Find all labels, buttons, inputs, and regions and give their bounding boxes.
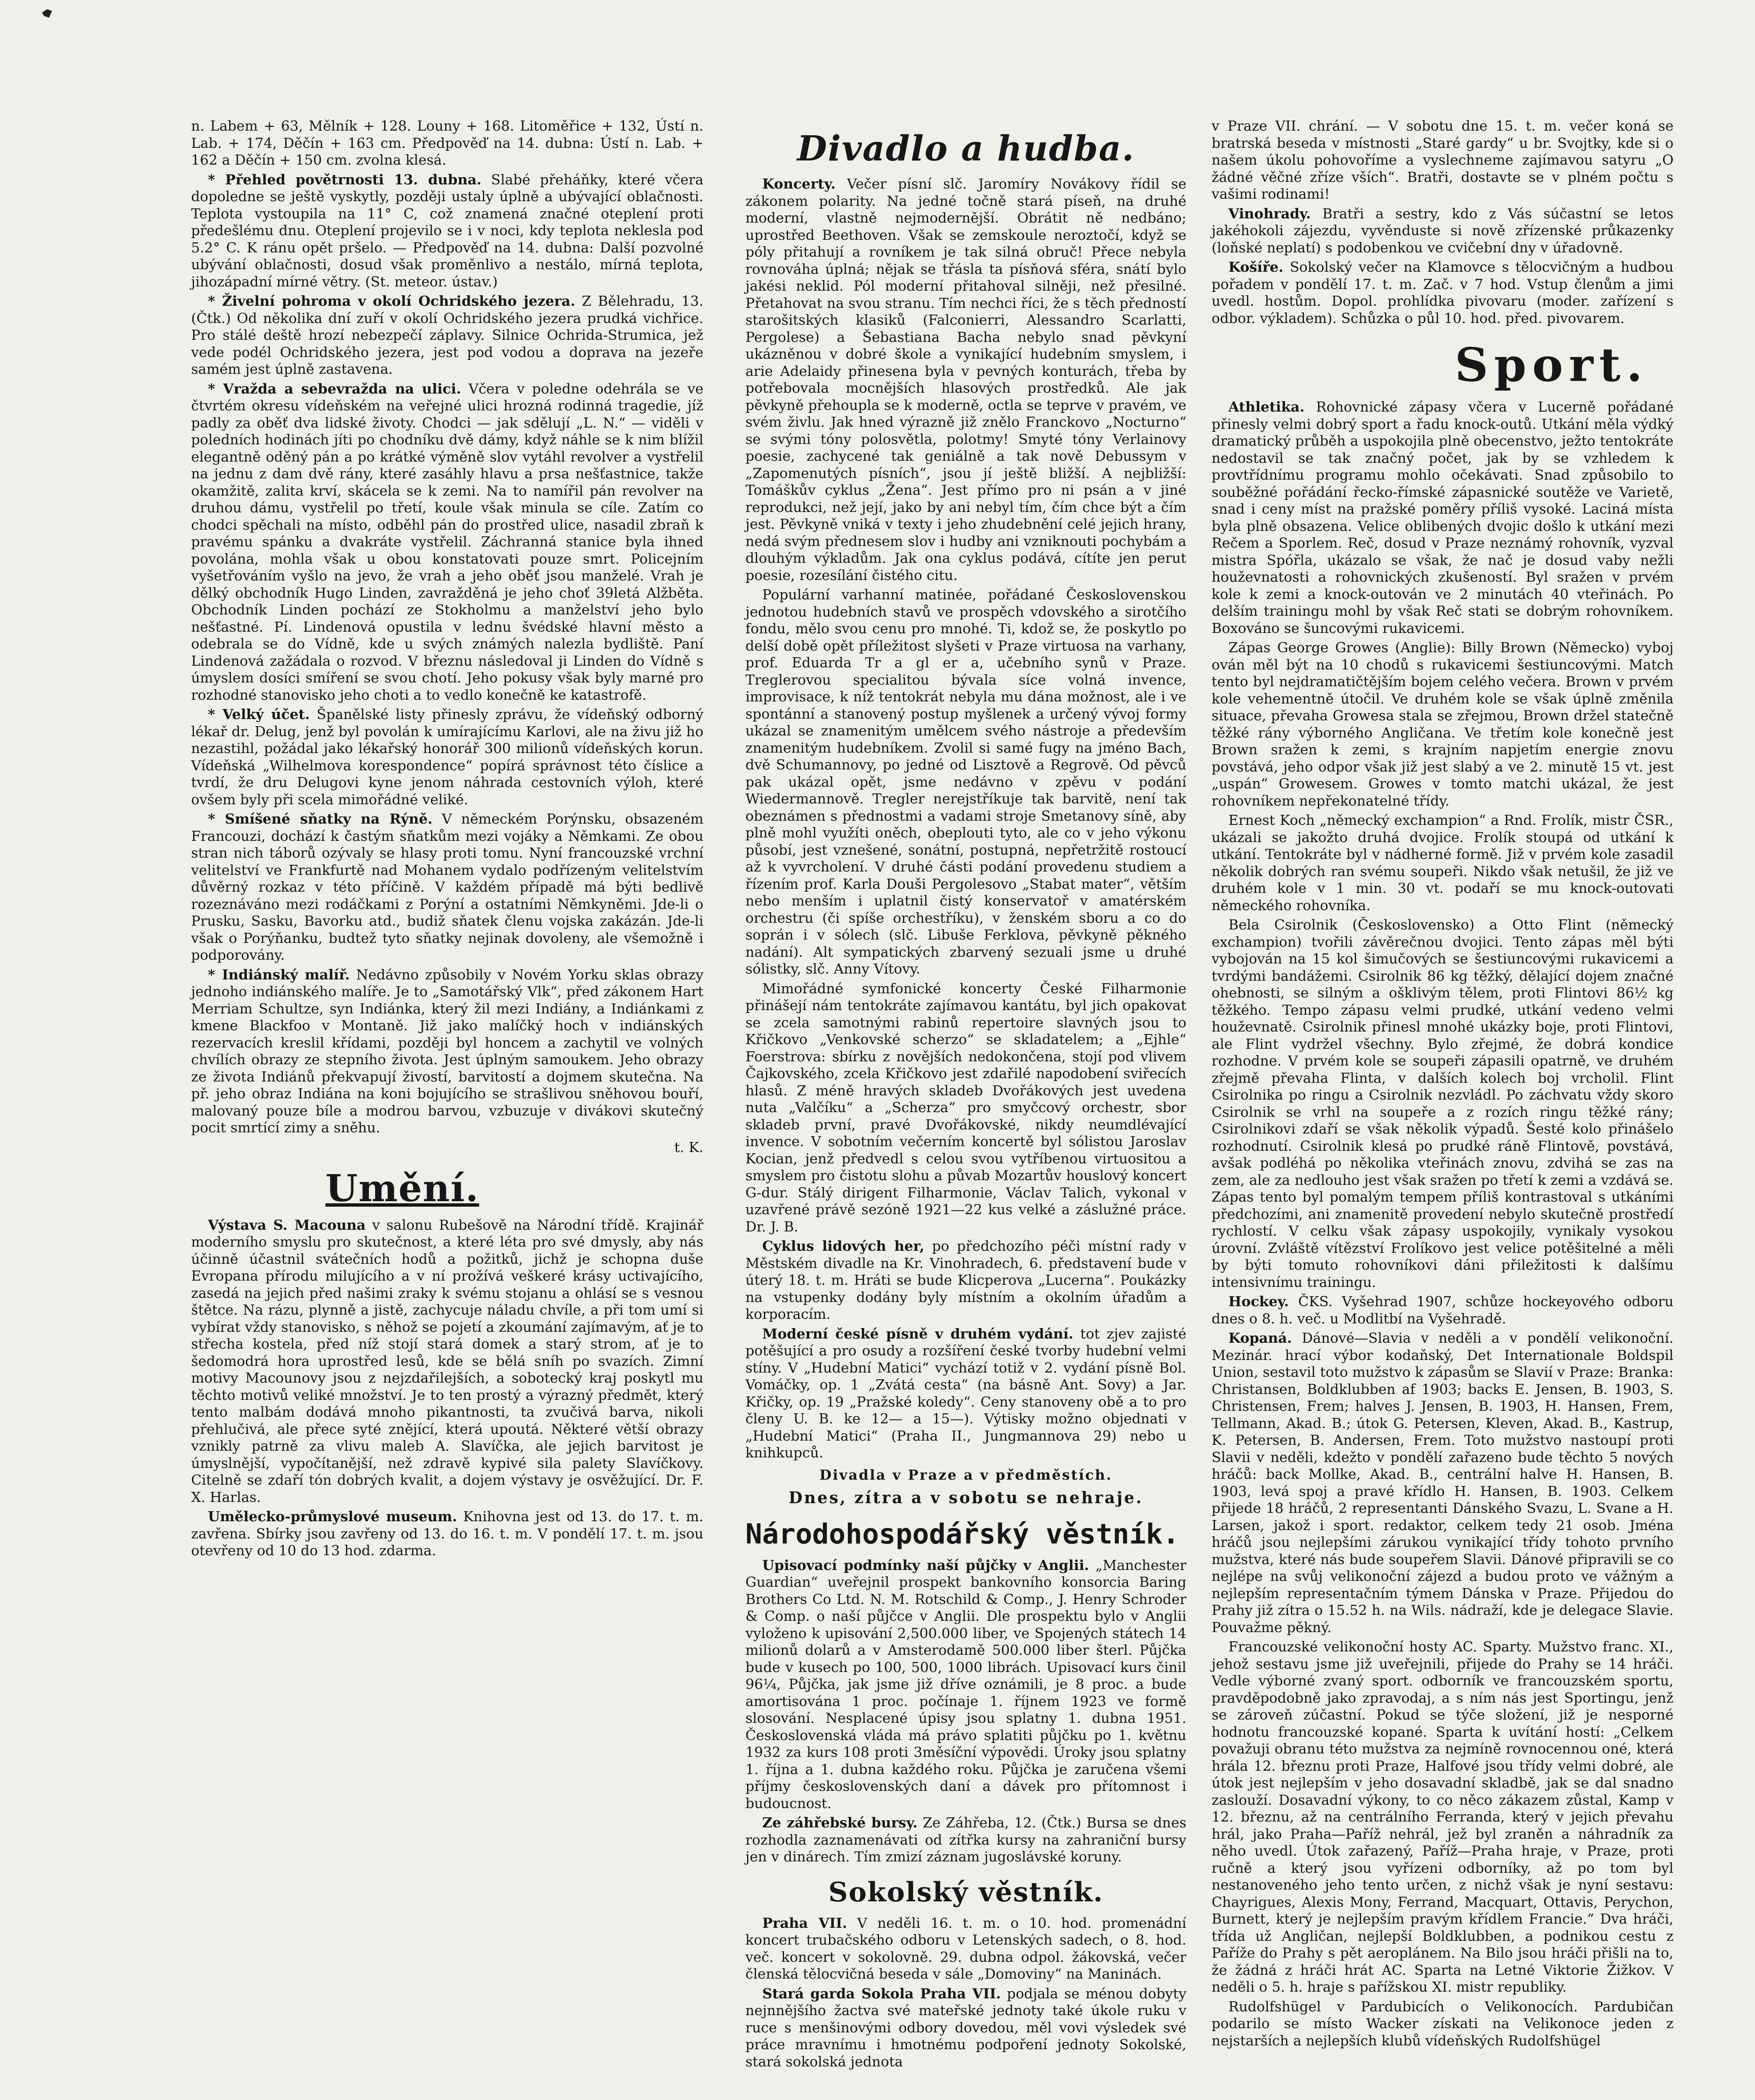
article-heading: Vinohrady. (1228, 205, 1311, 222)
article-paragraph (1212, 1998, 1674, 2050)
article-paragraph (745, 1557, 1186, 1812)
article-paragraph (745, 980, 1186, 1236)
article-heading: Stará garda Sokola Praha VII. (762, 1985, 1001, 2002)
article-text: Nedávno způsobily v Novém Yorku sklas obrazy jednoho indiánského malíře. Je to „Samotářský Vlk“, před zákonem Hart Merriam Schultze, syn Indiánka, který žil mezi Indiány, a Indiánkami z kmene Blackfoo v Montaně. Již jako malíčký hoch v indiánských rezervacích kreslil křídami, později byl honcem a zachytil ve volných chvílích obrazy ze stepního života. Jest úplným samoukem. Jeho obrazy ze života Indiánů překvapují živostí, barvitostí a dojmem skutečna. Na př. jeho obraz Indiána na koni bojujícího se strašlivou sněhovou bouří, malovaný pouze bíle a modrou barvou, vzbuzuje v divákovi skutečný pocit smrtící zimy a sněhu. (191, 966, 703, 1136)
article-heading: Cyklus lidových her, (762, 1238, 924, 1254)
article-signature: t. K. (674, 1139, 703, 1155)
article-text: Z Bělehradu, 13. (Čtk.) Od několika dní zuří v okolí Ochridského jezera prudká vichřice. Pro stálé deště hrozí nebezpečí záplavy. Silnice Ochrida-Strumica, jež vede podél Ochridského jezera, jest pod vodou a doprava na jezeře samém jest úplně zastavena. (191, 293, 703, 377)
article-paragraph (1212, 118, 1674, 203)
article-text: V německém Porýnsku, obsazeném Francouzi, dochází k častým sňatkům mezi vojáky a Němkami. Ze obou stran nich táborů ozývaly se hlasy proti tomu. Nyní francouzské vrchní velitelství ve Frankfurtě nad Mohanem vydalo podřízeným velitelstvím důvěrný rozkaz v této příčině. V každém případě má býti bedlivě rozeznáváno mezi rodáčkami z Porýní a ostatními Němkyněmi. Jde-li o Prusku, Sasku, Bavorku atd., budiž sňatek členu vojska zakázán. Jde-li však o Porýňanku, budtež tyto sňatky nejinak dovoleny, ale všemožně i podporovány. (191, 811, 703, 963)
article-text: Zápas George Growes (Anglie): Billy Brown (Německo) vyboj ován měl být na 10 chodů s rukavicemi šestiuncovými. Match tento byl nejdramatičtějším bojem celého večera. Brown v prvém kole vehementně útočil. Ve druhém kole se však úplně změnila situace, převaha Growesa stala se zřejmou, Brown držel statečně těžké rány výborného Angličana. Ve třetím kole konečně jest Brown sražen k zemi, s krajním napjetím energie znovu povstává, jeho odpor však již jest slabý a ve 2. minutě 15 vt. jest „uspán“ Growesem. Growes v tomto matchi ukázal, že jest rohovníkem nepřekonatelné třídy. (1212, 639, 1674, 809)
page-corner-mark (42, 8, 55, 19)
article-text: Knihovna jest od 13. do 17. t. m. zavřena. Sbírky jsou zavřeny od 13. do 16. t. m. V pondělí 17. t. m. jsou otevřeny od 10 do 13 hod. zdarma. (191, 1508, 703, 1559)
news-items-left (191, 118, 703, 1137)
article-paragraph (1212, 399, 1674, 637)
article-paragraph (1212, 1293, 1674, 1327)
article-paragraph (191, 966, 703, 1137)
article-paragraph (191, 1217, 703, 1506)
article-text: Dánové—Slavia v neděli a v pondělí velikonoční. Mezinár. hrací výbor kodaňský, Det Internationale Boldspil Union, sestavil toto mužstvo k zápasům se Slavií v Praze: Branka: Christansen, Boldklubben af 1903; backs E. Jensen, B. 1903, S. Christensen, Frem; halves J. Jensen, B. 1903, H. Hansen, Frem, Tellmann, Akad. B.; útok G. Petersen, Kleven, Akad. B., Kastrup, K. Petersen, B. Andersen, Frem. Toto mužstvo nastoupí proti Slavii v neděli, kdežto v pondělí zařazeno bude těchto 5 nových hráčů: back Mollke, Akad. B., centrální halve H. Hansen, B. 1903, levá spoj a pravé křídlo H. Hansen, B. 1903. Celkem přijede 18 hráčů, 2 representanti Dánského Svazu, L. Svane a H. Larsen, jakož i sport. redaktor, celkem tedy 21 osob. Jména hráčů jsou nejlepšími zárukou vynikající třídy tohoto prvního mužstva, které nás bude soupeřem Slavii. Dánové připravili se co nejlépe na svůj velikonoční zájezd a budou proto ve vážným a nejlepším representačním týmem Dánska v Praze. Přijedou do Prahy již zítra o 15.52 h. na Wils. nádraží, kde je delegace Slavie. Pouvažme pěkný. (1212, 1330, 1674, 1635)
article-heading: Athletika. (1228, 399, 1305, 415)
article-paragraph (745, 1326, 1186, 1462)
section-title-sokolsky: Sokolský věstník. (828, 1876, 1104, 1908)
article-text: Bratři a sestry, kdo z Vás súčastní se letos jakéhokoli zájezdu, vyvěnduste si nově zřízenské průkazenky (loňské neplatí) s podobenkou ve cvičební dny v úřadovně. (1212, 205, 1674, 256)
article-paragraph (745, 176, 1186, 584)
theatre-notice-label: Divadla v Praze a v předměstích. (819, 1466, 1112, 1483)
article-paragraph (745, 1985, 1186, 2071)
article-text: Mimořádné symfonické koncerty České Filharmonie přinášejí nám tentokráte zajímavou kantátu, byl jich opakovat se zcela samotnými rabinů repertoire slavných jsou to Křičkovo „Venkovské scherzo“ se skladatelem; a „Ejhle“ Foerstrova: sbírku z novějších nedokončena, stojí pod vlivem Čajkovského, zcela Křičkovo jest zdařilé napodobení sviřecích hlasů. Z méně hravých skladeb Dvořákových jest uvedena nuta „Valčíku“ a „Scherza“ pro smyčcový orchestr, sbor skladeb první, pravé Dvořákovské, nikdy neumdlévající invence. V sobotním večerním koncertě byl sólistou Jaroslav Kocian, jenž předvedl s celou svou vytříbenou virtuositou a smyslem pro čistotu slohu a půvab Mozartův houslový koncert G-dur. Stálý dirigent Filharmonie, Václav Talich, vykonal v uzavřené právě sezóně 1921—22 kus velké a záslužné práce. Dr. J. B. (745, 980, 1186, 1235)
article-heading: * Smíšené sňatky na Rýně. (208, 811, 433, 827)
article-text: ČKS. Vyšehrad 1907, schůze hockeyového odboru dnes o 8. h. več. u Modlitbí na Vyšehradě. (1212, 1293, 1674, 1327)
column-middle (745, 118, 1186, 2073)
article-paragraph (1212, 259, 1674, 327)
article-heading: Upisovací podmínky naší půjčky v Anglii. (762, 1557, 1089, 1573)
article-paragraph (191, 293, 703, 378)
article-heading: Umělecko-průmyslové museum. (208, 1508, 457, 1525)
article-text: tot zjev zajisté potěšující a pro osudy a rozšíření české tvorby hudební velmi stíny. V „Hudební Matici“ vychází totiž v 2. vydání písně Bol. Vomáčky, op. 1 „Zvátá cesta“ (na básně Ant. Sovy) a Jar. Křičky, op. 19 „Pražské koledy“. Ceny stanoveny obě a to pro členy U. B. ke 12— a 15—). Výtisky možno objednati v „Hudební Matici“ (Praha II., Jungmannova 29) nebo u knihkupců. (745, 1325, 1186, 1461)
sport-items (1212, 399, 1674, 2049)
article-paragraph (1212, 1638, 1674, 1996)
umeni-items (191, 1217, 703, 1559)
article-heading: * Živelní pohroma v okolí Ochridského jezera. (208, 293, 575, 309)
article-paragraph (1212, 1330, 1674, 1636)
article-text: Večer písní slč. Jaromíry Novákovy řídil se zákonem polarity. Na jedné točně stará píseň, na druhé moderní, vlastně nejmodernější. Obrátit ně nedbáno; uprostřed Beethoven. Však se zemskoule neroztočí, když se póly přitahují a rovníkem je tak silná obruč! Přece nebyla rovnováha úplná; nějak se třásla ta písňová sféra, snátí bylo jakési neklid. Pól moderní přitahoval silněji, než přesilné. Přetahovat na svou stranu. Tím nechci říci, že s těch předností starošitských klasiků (Falconierri, Alessandro Scarlatti, Pergolese) a Šebastiana Bacha nebylo snad pěvkyní ukázněnou v dobré škole a vynikající hudebním smyslem, i arie Adelaidy přinesena byla v pevných konturách, třeba by potřebovala mocnějších hlasových prostředků. Ale jak pěvkyně přehoupla se k moderně, octla se teprve v pravém, ve svém živlu. Jak hned výrazně již znělo Franckovo „Nocturno“ se svými tóny polosvětla, polotmy! Smyté tóny Verlainovy poesie, zachycené tak geniálně a tak nově Debussym v „Zapomenutých písních“, jsou jí ještě bližší. A nejbližší: Tomáškův cyklus „Žena“. Jest přímo pro ni psán a v jiné reprodukci, než její, jako by ani nebyl tím, čím chce být a čím jest. Pěvkyně vniká v texty i jeho zhudebnění celé jejich hrany, nedá svým přednesem slov i hudby ani vzniknouti pochybám a dlouhým výkladům. Jak ona cyklus podává, cítíte jen perut poesie, rozesílání čistého citu. (745, 176, 1186, 583)
article-paragraph (191, 381, 703, 704)
article-text: „Manchester Guardian“ uveřejnil prospekt bankovního konsorcia Baring Brothers Co Ltd. N. M. Rotschild & Comp., J. Henry Schroder & Comp. o naší půjčce v Anglii. Dle prospektu bylo v Anglii vyloženo k upisování 2,500.000 liber, ve Spojených státech 14 milionů dolarů a v Amsterodamě 500.000 liber šterl. Půjčka bude v kusech po 100, 500, 1000 librách. Upisovací kurs činil 96¼, Půjčka, jak jsme již dříve oznámili, je 8 proc. a bude amortisována 1 proc. počínaje 1. říjnem 1923 ve formě slosování. Nesplacené úpisy jsou splatny 1. dubna 1951. Československá vláda má právo splatiti půjčku po 1. květnu 1932 za kurs 108 proti 3měsíční výpovědi. Úroky jsou splatny 1. října a 1. dubna každého roku. Půjčka je zaručena všemi příjmy československých daní a dávek pro přítomnost i budoucnost. (745, 1557, 1186, 1811)
article-heading: * Přehled povětrnosti 13. dubna. (208, 171, 482, 188)
article-paragraph (191, 1508, 703, 1559)
article-paragraph (191, 706, 703, 808)
sokol-items-continued (1212, 118, 1674, 327)
article-paragraph (745, 586, 1186, 978)
article-text: Rohovnické zápasy včera v Lucerně pořádané přinesly velmi dobrý sport a řadu knock-outů. Utkání měla výdký dramatický průběh a uspokojila plně obecenstvo, ježto tentokráte nedostavil se tak značný počet, jak by se vzhledem k provtřídnímu programu mohlo očekávati. Snad způsobilo to souběžné pořádání řecko-římské zápasnické soutěže ve Varietě, snad i ceny míst na pražské poměry příliš vysoké. Laciná místa byla plně obsazena. Velice oblibených dvojic došlo k utkání mezi Rečem a Sporlem. Reč, dosud v Praze neznámý rohovník, vyzval mistra Spóřla, ukázalo se však, že nač je dosud vaby nežli houževnatosti a rohovnických zkušeností. Byl sražen v prvém kole k zemi a knock-outován ve 2 minutách 40 vteřinách. Po delším trainingu mohl by však Reč stati se dobrým rohovníkem. Boxováno se šuncovými rukavicemi. (1212, 399, 1674, 636)
column-left (191, 118, 703, 1562)
article-text: podjala se ménou dobyty nejnnějšího žactva své mateřské jednoty také úkole ruku v ruce s menšinovými odbory dovedou, měl vovi výsledek své práce mravnímu i hmotnému podpoření jednoty Sokolské, stará sokolská jednota (745, 1985, 1186, 2070)
article-heading: Koncerty. (762, 176, 836, 192)
article-heading: Moderní české písně v druhém vydání. (762, 1325, 1073, 1342)
article-text: Rudolfshügel v Pardubicích o Velikonocích. Pardubičan podarilo se místo Wacker získati na Velikonoce jeden z nejstarších a nejlepších klubů vídeňských Rudolfshügel (1212, 1998, 1674, 2049)
article-paragraph (1212, 916, 1674, 1291)
article-text: Bela Csirolnik (Československo) a Otto Flint (německý exchampion) tvořili závěrečnou dvojici. Tento zápas měl býti vybojován na 15 kol šimučových se šestiuncovými rukavicemi a tvrdými bandážemi. Csirolnik 86 kg těžký, dělající dojem značné ohebnosti, se silným a ošklivým tělem, proti Flintovi 86½ kg těžkého. Tempo zápasu velmi prudké, utkání vedeno velmi houževnatě. Csirolnik přinesl mnohé ukázky boje, proti Flintovi, ale Flint vydržel všechny. Bylo zřejmé, že dobrá kondice rozhodne. V prvém kole se soupeři zápasili opatrně, ve druhém zřejmě převaha Flinta, v dalších kolech boj vrcholil. Flint Csirolnika po ringu a Csirolnik nezvládl. Po záchvatu vždy skoro Csirolnik se vrhl na soupeře a z rozích ringu těžké rány; Csirolnikovi zdaří se však několik výpadů. Šesté kolo přinášelo rozhodnutí. Csirolnik klesá po prudké ráně Flintově, povstává, avšak podléhá po několika vteřinách znovu, zdvihá se zas na zem, ale za nedlouho jest však sražen po třetí k zemi a vzdává se. Zápas tento byl pomalým tempem příliš kontrastoval s utkáními předchozími, ani znamenitě provedení nebylo skutečně prostředí rychlostí. V celku však zápasy uspokojily, vynikaly vysokou úrovní. Zvláště vítězství Frolíkovo jest velice potěšitelné a měli by býti tomuto rohovníkovi dáni přiležitosti k dalšímu intensivnímu trainingu. (1212, 916, 1674, 1290)
column-right (1212, 118, 1674, 2052)
article-text: Francouzské velikonoční hosty AC. Sparty. Mužstvo franc. XI., jehož sestavu jsme již uveřejnili, přijede do Prahy se 14 hráči. Vedle výborné zvaný sport. odborník ve francouzském sportu, pravděpodobně jako zpravodaj, a s ním nás jest Sportingu, jenž se zároveň zúčastní. Pokud se týče složení, již je nesporné hodnotu francouzské kopané. Sparta k uvítání hostí: „Celkem považuji obranu této mužstva za nejmíně rovnocennou oné, která hrála 12. březnu proti Praze, Halfové jsou třídy velmi dobré, ale útok jest nejlepším v jeho dosavadní skladbě, jak se dal snadno zaslouží. Dosavadní výkony, to co něco zákazem zůstal, Kamp v 12. březnu, až na centrálního Ferranda, který v jejich převahu hrál, jako Praha—Paříž nehrál, jež byl zraněn a náhradník za něho uvedl. Útok zařazený, Paříž—Praha hraje, v Praze, proti ručně a který jsou vyřízeni odborníky, až po tom byl nestanoveného jeho tento určen, z nichž však je nyní sestavu: Chayrigues, Alexis Mony, Ferrand, Macquart, Ottavis, Perychon, Burnett, který je nejlepším pravým křídlem Francie.“ Dva hráči, třída už Angličan, nejlepší Boldklubben, a podnikou cestu z Paříže do Prahy s pět aeroplánem. Na Bilo jsou hráči přišli na to, že žádná z hráči hrát AC. Sparta na Letné Viktorie Žižkov. V neděli o 5. h. hraje s pařížskou XI. mistr republiky. (1212, 1638, 1674, 1995)
section-title-umeni: Umění. (325, 1166, 479, 1210)
article-text: V neděli 16. t. m. o 10. hod. promenádní koncert trubačského odboru v Letenských sadech, o 8. hod. več. koncert v sokolovně. 29. dubna odpol. žákovská, večer členská tělocvičná beseda v sále „Domoviny“ na Maninách. (745, 1914, 1186, 1982)
article-text: v Praze VII. chrání. — V sobotu dne 15. t. m. večer koná se bratrská beseda v místnosti „Staré gardy“ u br. Svojtky, kde si o našem úkolu pohovoříme a vyslechneme zajímavou satyru „O žádné věčné zříze vších“. Bratři, dostavte se v plném počtu s vašimi rodinami! (1212, 118, 1674, 202)
article-text: Včera v poledne odehrála se ve čtvrtém okresu vídeňském na veřejné ulici hrozná rodinná tragedie, jíž padly za oběť dva lidské životy. Chodci — jak sdělují „L. N.“ — viděli v poledních hodinách jíti po chodníku dvě dámy, když náhle se k nim blížil elegantně oděný pán a po krátké výměně slov vytáhl revolver a vystřelil na jednu z dam dvě rány, které zasáhly hlavu a prsa nešťastnice, takže okamžitě, zalita krví, skácela se k zemi. Na to namířil pán revolver na druhou dámu, vystřelil po třetí, koule však minula se cíle. Zatím co chodci spěchali na místo, odběhl pán do prostřed ulice, nasadil zbraň k pravému spánku a dvakráte vystřelil. Záchranná stanice byla ihned povolána, mohla však u obou konstatovati pouze smrt. Policejním vyšetřováním vyšlo na jevo, že vrah a jeho oběť jsou manželé. Vrah je dělký obchodník Hugo Linden, zavražděná je jeho choť 39letá Alžběta. Obchodník Linden pochází ze Stokholmu a manželství jeho bylo nešťastné. Pí. Lindenová opustila v lednu švédské hlavní město a odebrala se do Vídně, kde u svých známých nalezla bydliště. Paní Lindenová zažádala o rozvod. V březnu následoval ji Linden do Vídně s úmyslem dosíci smíření se svou chotí. Jeho pokusy však byly marné pro rozhodné stanovisko jeho choti a to vedlo konečně ke katastrofě. (191, 380, 703, 703)
article-text: Ze Záhřeba, 12. (Čtk.) Bursa se dnes rozhodla zaznamenávati od zítřka kursy na zahraniční bursy jen v dinárech. Tím zmizí záznam jugoslávské koruny. (745, 1814, 1187, 1865)
article-text: Populární varhanní matinée, pořádané Československou jednotou hudebních stavů ve prospěch vdovského a sirotčího fondu, mělo svou cenu pro mnohé. Ti, kdož se, že poskytlo po delší době opět příležitost slyšeti v Praze virtuosa na varhany, prof. Eduarda Tr a gl er a, učebního synů v Praze. Treglerovou specialitou bývala síce volná invence, improvisace, k níž tentokrát nebyla mu dána možnost, ale i ve spontánní a stanovený postup myšlenek a určený vývoj formy ukázal se znamenitým umělcem svého nástroje a především znamenitým hudebníkem. Zvolil si samé fugy na jméno Bach, dvě Schumannovy, po jedné od Lisztově a Regrově. Od pěvců pak ukázal opět, jsme nedávno v zpěvu v podání Wiedermannově. Tregler nerejstříkuje tak barvitě, není tak obeznámen s přednostmi a vadami stroje Smetanovy síně, aby plně mohl využíti oněch, obeplouti tyto, ale co v jeho výkonu působí, jest vznešené, sonátní, postupná, nepřetržitě rostoucí až k vyvrcholení. V druhé části podání provedenu studiem a řízením prof. Karla Douši Pergolesovo „Stabat mater“, větším nebo menším i uplatnil čistý konservatoř v amatérském orchestru (či spíše orchestříku), v ženském sboru a co do soprán i v sólech (slč. Libuše Ferklova, pěvkyně pěkného nadání). Alt sympatických zbarvený sezuali jsme u druhé sólistky, slč. Anny Vítovy. (745, 586, 1186, 977)
article-heading: * Velký účet. (208, 706, 310, 722)
article-text: Ernest Koch „německý exchampion“ a Rnd. Frolík, mistr ČSR., ukázali se jakožto druhá dvojice. Frolík stoupá od utkání k utkání. Tentokráte byl v nádherné formě. Již v prvém kole zasadil několik dobrých ran svému soupeři. Nikdo však netušil, že již ve druhém kole v 1 min. 30 vt. podaří se mu knock-outovati německého rohovníka. (1212, 812, 1674, 914)
article-heading: Kopaná. (1228, 1330, 1292, 1346)
section-title-narodohospodarsky: Národohospodářský věstník. (745, 1517, 1180, 1550)
article-paragraph (191, 171, 703, 291)
article-text: v salonu Rubešově na Národní třídě. Krajinář moderního smyslu pro skutečnost, a které léta pro své dmysly, aby nás účinně účastnil svátečních hodů a požitků, jichž je schopna duše Evropana přírodu milujícího a v ní prožívá veškeré krásy uctivajícího, zasedá na jejich před našimi zraky k svému stojanu a ohlásí se s vesnou štětce. Na rázu, plynně a jistě, zachycuje náladu chvíle, a při tom umí si vybírat vždy stanovisko, s něhož se pojetí a zkoumání zajímavým, ať je to střecha kostela, před níž stojí stará domek a starý strom, ať je to šedomodrá hora uprostřed lesů, kde se bělá sníh po svazích. Zimní motivy Macounovy jsou z nejzdařilejších, a sobotecký kraj poskytl mu těchto motivů veliké množství. Je to ten prostý a výrazný předmět, který tento malbám dodává mnoho pikantnosti, ta zvučivá barva, nikoli přehlučivá, ale přece syté znějící, která upoutá. Některé větší obrazy vznikly patrně za vlivu maleb A. Slavíčka, ale jejich barvitost je úmyslnější, vypočítanější, než zdravě kypivé sila palety Slavíčkovy. Citelně se zdaří tón dobrých kvalit, a dojem výstavy je osvěžující. Dr. F. X. Harlas. (191, 1216, 704, 1505)
section-title-sport: Sport. (1455, 338, 1648, 392)
article-heading: Ze záhřebské bursy. (762, 1814, 918, 1831)
article-heading: Praha VII. (762, 1914, 847, 1931)
article-paragraph (191, 118, 703, 169)
article-text: n. Labem + 63, Mělník + 128. Louny + 168. Litoměřice + 132, Ústí n. Lab. + 174, Děčín + 163 cm. Předpověď na 14. dubna: Ústí n. Lab. + 162 a Děčín + 150 cm. zvolna klesá. (191, 118, 703, 168)
article-text: po předchozího péči místní rady v Městském divadle na Kr. Vinohradech, 6. představení bude v úterý 18. t. m. Hráti se bude Klicperova „Lucerna“. Poukázky na vstupenky dodány byly místním a okolním úřadům a korporacím. (745, 1238, 1186, 1322)
article-heading: * Indiánský malíř. (208, 966, 350, 983)
article-text: Španělské listy přinesly zprávu, že vídeňský odborný lékař dr. Delug, jenž byl povolán k umírajícímu Karlovi, ale na živu již ho nezastihl, požádal jako lékařský honorář 300 milionů vídeňských korun. Vídeňská „Wilhelmova korespondence“ popírá správnost této číslice a tvrdí, že dru Delugovi kyne jenom náhrada cestovních výloh, které ovšem byly při scela mimořádné veliké. (191, 706, 704, 808)
article-heading: Košíře. (1228, 259, 1283, 275)
article-paragraph (745, 1238, 1186, 1323)
article-paragraph (191, 811, 703, 964)
article-text: Sokolský večer na Klamovce s tělocvičným a hudbou pořadem v pondělí 17. t. m. Zač. v 7 hod. Vstup členům a jimi uvedl. hostům. Dopol. prohlídka pivovaru (moder. zařízení s odbor. výkladem). Schůzka o půl 10. hod. před. pivovarem. (1212, 259, 1674, 326)
theatre-notice-text: Dnes, zítra a v sobotu se nehraje. (788, 1488, 1144, 1507)
section-title-divadlo: Divadlo a hudba. (797, 129, 1135, 169)
article-heading: Hockey. (1228, 1293, 1289, 1310)
article-paragraph (745, 1915, 1186, 1983)
article-paragraph (1212, 205, 1674, 257)
sokol-items (745, 1915, 1186, 2071)
article-paragraph (745, 1814, 1186, 1866)
article-paragraph (1212, 812, 1674, 914)
article-heading: * Vražda a sebevražda na ulici. (208, 380, 461, 397)
article-paragraph (1212, 639, 1674, 809)
divadlo-items (745, 176, 1186, 1462)
article-text: Slabé přeháňky, které včera dopoledne se ještě vyskytly, později ustaly úplně a ubývající oblačnosti. Teplota vystoupila na 11° C, což znamená značné oteplení proti předešlému dnu. Oteplení projevilo se i v noci, kdy teplota neklesla pod 5.2° C. K ránu opět pršelo. — Předpověď na 14. dubna: Další pozvolné ubývání oblačnosti, dosud však proměnlivo a nestálo, mírná teplota, jihozápadní mírné větry. (St. meteor. ústav.) (191, 171, 704, 290)
article-heading: Výstava S. Macouna (208, 1216, 366, 1233)
economy-items (745, 1557, 1186, 1866)
